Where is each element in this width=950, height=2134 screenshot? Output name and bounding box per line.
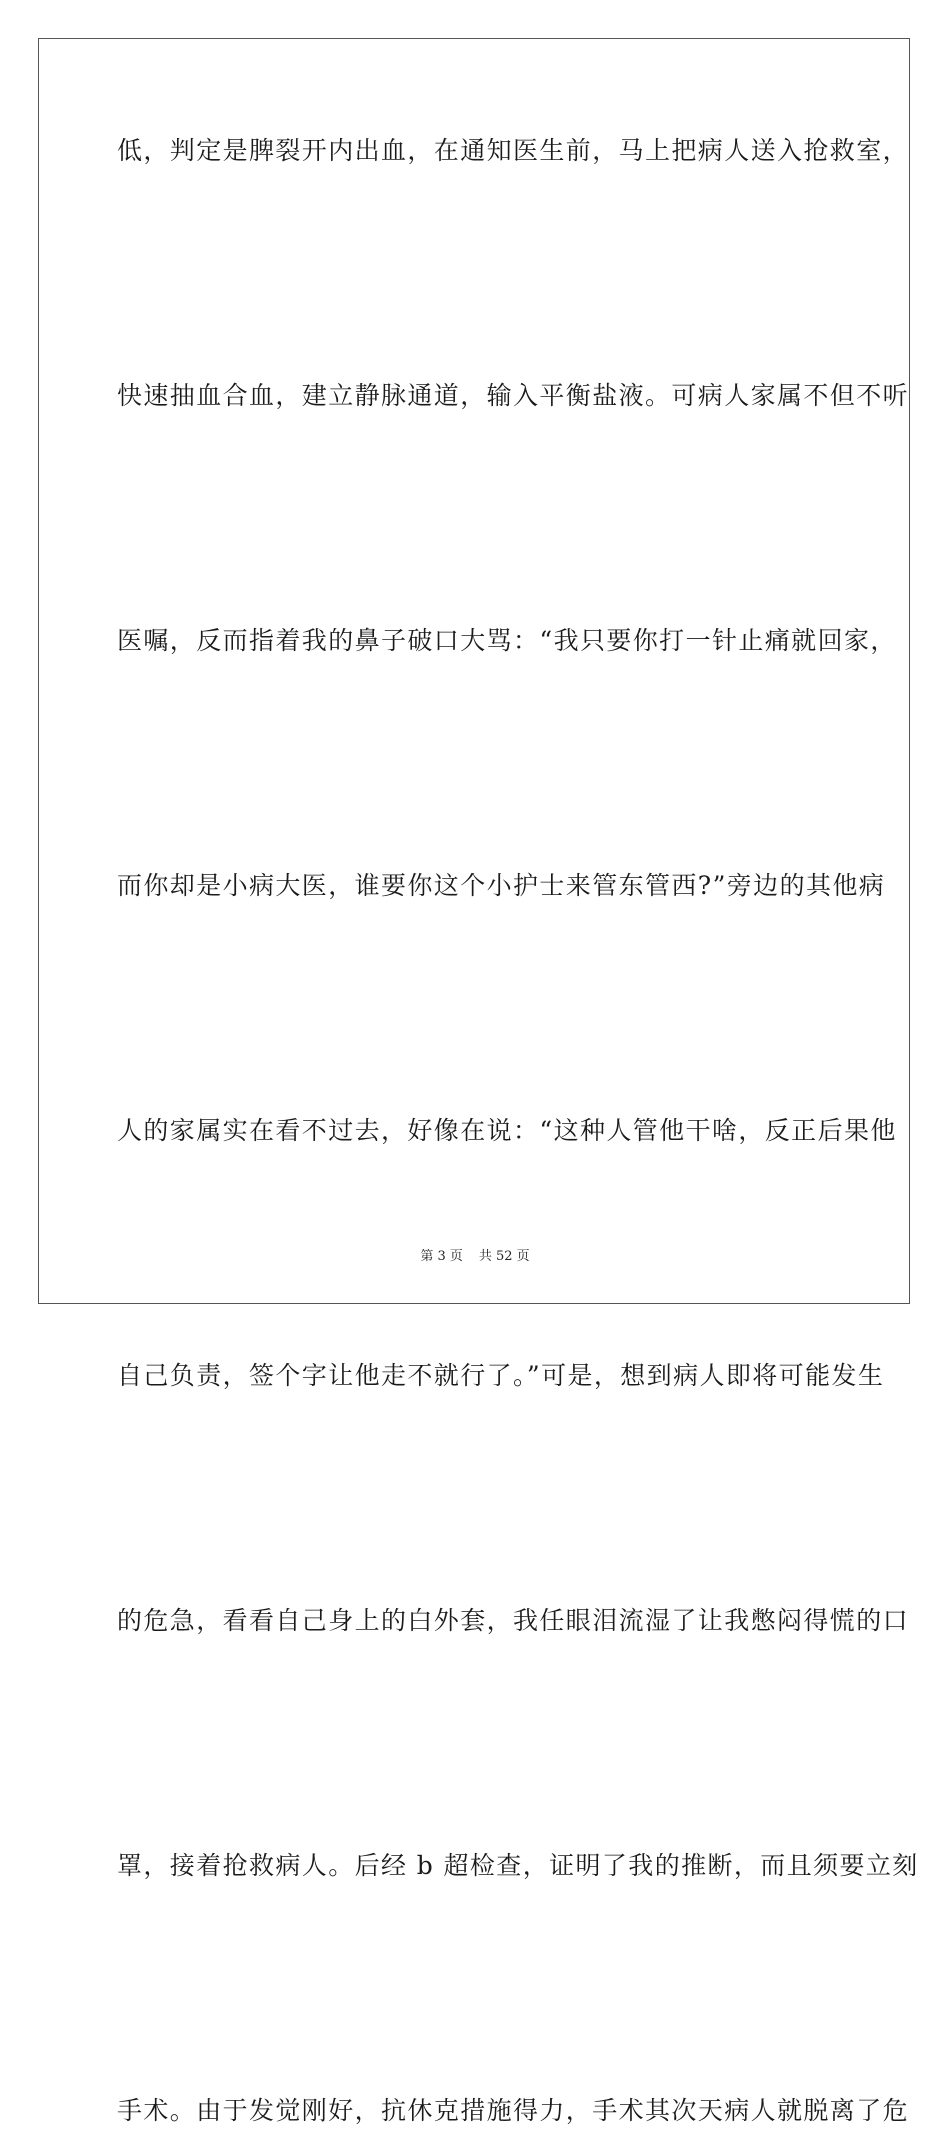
text-line: 罩，接着抢救病人。后经 b 超检查，证明了我的推断，而且须要立刻 xyxy=(117,1851,919,1880)
text-line: 而你却是小病大医，谁要你这个小护士来管东管西?”旁边的其他病 xyxy=(117,871,886,900)
text-line: 人的家属实在看不过去，好像在说：“这种人管他干啥，反正后果他 xyxy=(117,1116,897,1145)
page-number: 第 3 页 xyxy=(420,1249,463,1264)
text-line: 低，判定是脾裂开内出血，在通知医生前，马上把病人送入抢救室， xyxy=(117,136,910,165)
text-line: 手术。由于发觉刚好，抗休克措施得力，手术其次天病人就脱离了危 xyxy=(117,2096,910,2125)
text-line: 的危急，看看自己身上的白外套，我任眼泪流湿了让我憋闷得慌的口 xyxy=(117,1606,910,1635)
document-body xyxy=(117,128,919,2134)
text-line: 快速抽血合血，建立静脉通道，输入平衡盐液。可病人家属不但不听 xyxy=(117,381,910,410)
page-footer xyxy=(0,1248,950,1266)
page-total: 共 52 页 xyxy=(478,1249,530,1264)
text-line: 医嘱，反而指着我的鼻子破口大骂：“我只要你打一针止痛就回家， xyxy=(117,626,897,655)
text-line: 自己负责，签个字让他走不就行了。”可是，想到病人即将可能发生 xyxy=(117,1361,885,1390)
